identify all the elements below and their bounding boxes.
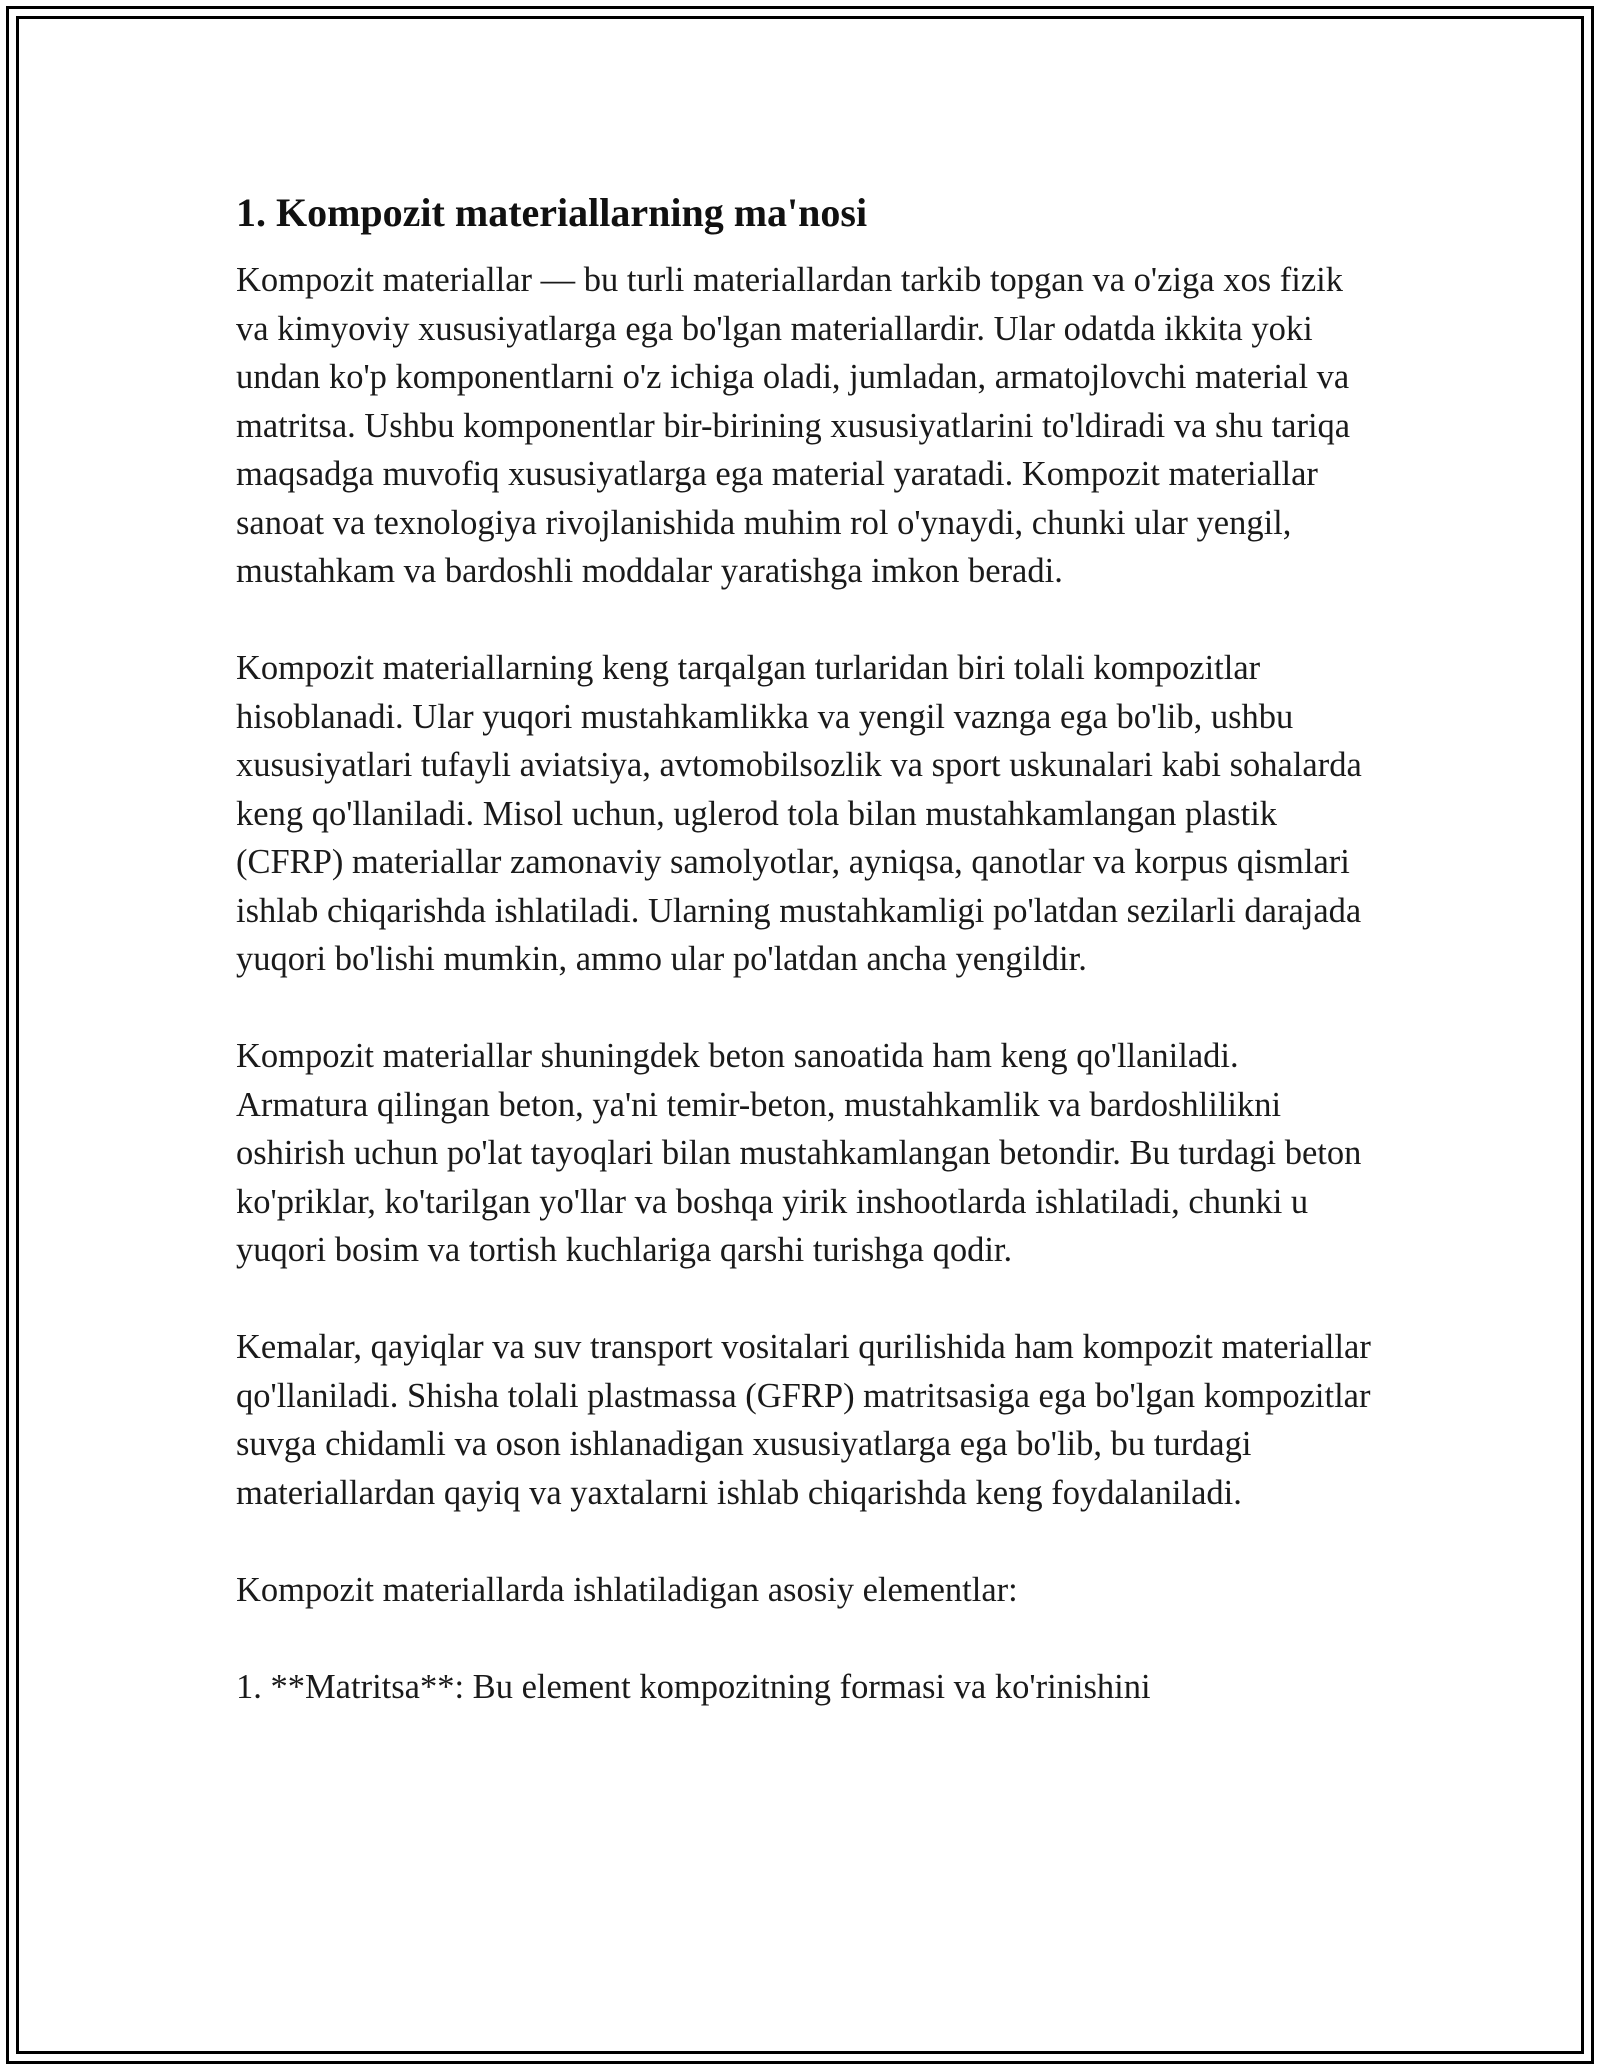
list-item-matrix: 1. **Matritsa**: Bu element kompozitning formasi va ko'rinishini [236,1667,1151,1706]
document-body [236,186,1376,1711]
paragraph-boats: Kemalar, qayiqlar va suv transport vositalari qurilishida ham kompozit materiallar qo'llaniladi. Shisha tolali plastmassa (GFRP) matritsasiga ega bo'lgan kompozitlar suvga chidamli va oson ishlanadigan xususiyatlarga ega bo'lib, bu turdagi materiallardan qayiq va yaxtalarni ishlab chiqarishda keng foydalaniladi. [236,1328,1371,1512]
paragraph-definition: Kompozit materiallar — bu turli materiallardan tarkib topgan va o'ziga xos fizik va kimyoviy xususiyatlarga ega bo'lgan materiallardir. Ular odatda ikkita yoki undan ko'p komponentlarni o'z ichiga oladi, jumladan, armatojlovchi material va matritsa. Ushbu komponentlar bir-birining xususiyatlarini to'ldiradi va shu tariqa maqsadga muvofiq xususiyatlarga ega material yaratadi. Kompozit materiallar sanoat va texnologiya rivojlanishida muhim rol o'ynaydi, chunki ular yengil, mustahkam va bardoshli moddalar yaratishga imkon beradi. [236,261,1351,590]
paragraph-concrete: Kompozit materiallar shuningdek beton sanoatida ham keng qo'llaniladi. Armatura qilingan beton, ya'ni temir-beton, mustahkamlik va bardoshlilikni oshirish uchun po'lat tayoqlari bilan mustahkamlangan betondir. Bu turdagi beton ko'priklar, ko'tarilgan yo'llar va boshqa yirik inshootlarda ishlatiladi, chunki u yuqori bosim va tortish kuchlariga qarshi turishga qodir. [236,1037,1362,1269]
paragraph-elements-intro: Kompozit materiallarda ishlatiladigan asosiy elementlar: [236,1570,1018,1609]
paragraph-fiber-composites: Kompozit materiallarning keng tarqalgan turlaridan biri tolali kompozitlar hisoblanadi. Ular yuqori mustahkamlikka va yengil vaznga ega bo'lib, ushbu xususiyatlari tufayli aviatsiya, avtomobilsozlik va sport uskunalari kabi sohalarda keng qo'llaniladi. Misol uchun, uglerod tola bilan mustahkamlangan plastik (CFRP) materiallar zamonaviy samolyotlar, ayniqsa, qanotlar va korpus qismlari ishlab chiqarishda ishlatiladi. Ularning mustahkamligi po'latdan sezilarli darajada yuqori bo'lishi mumkin, ammo ular po'latdan ancha yengildir. [236,649,1362,978]
section-heading: 1. Kompozit materiallarning ma'nosi [236,190,868,235]
